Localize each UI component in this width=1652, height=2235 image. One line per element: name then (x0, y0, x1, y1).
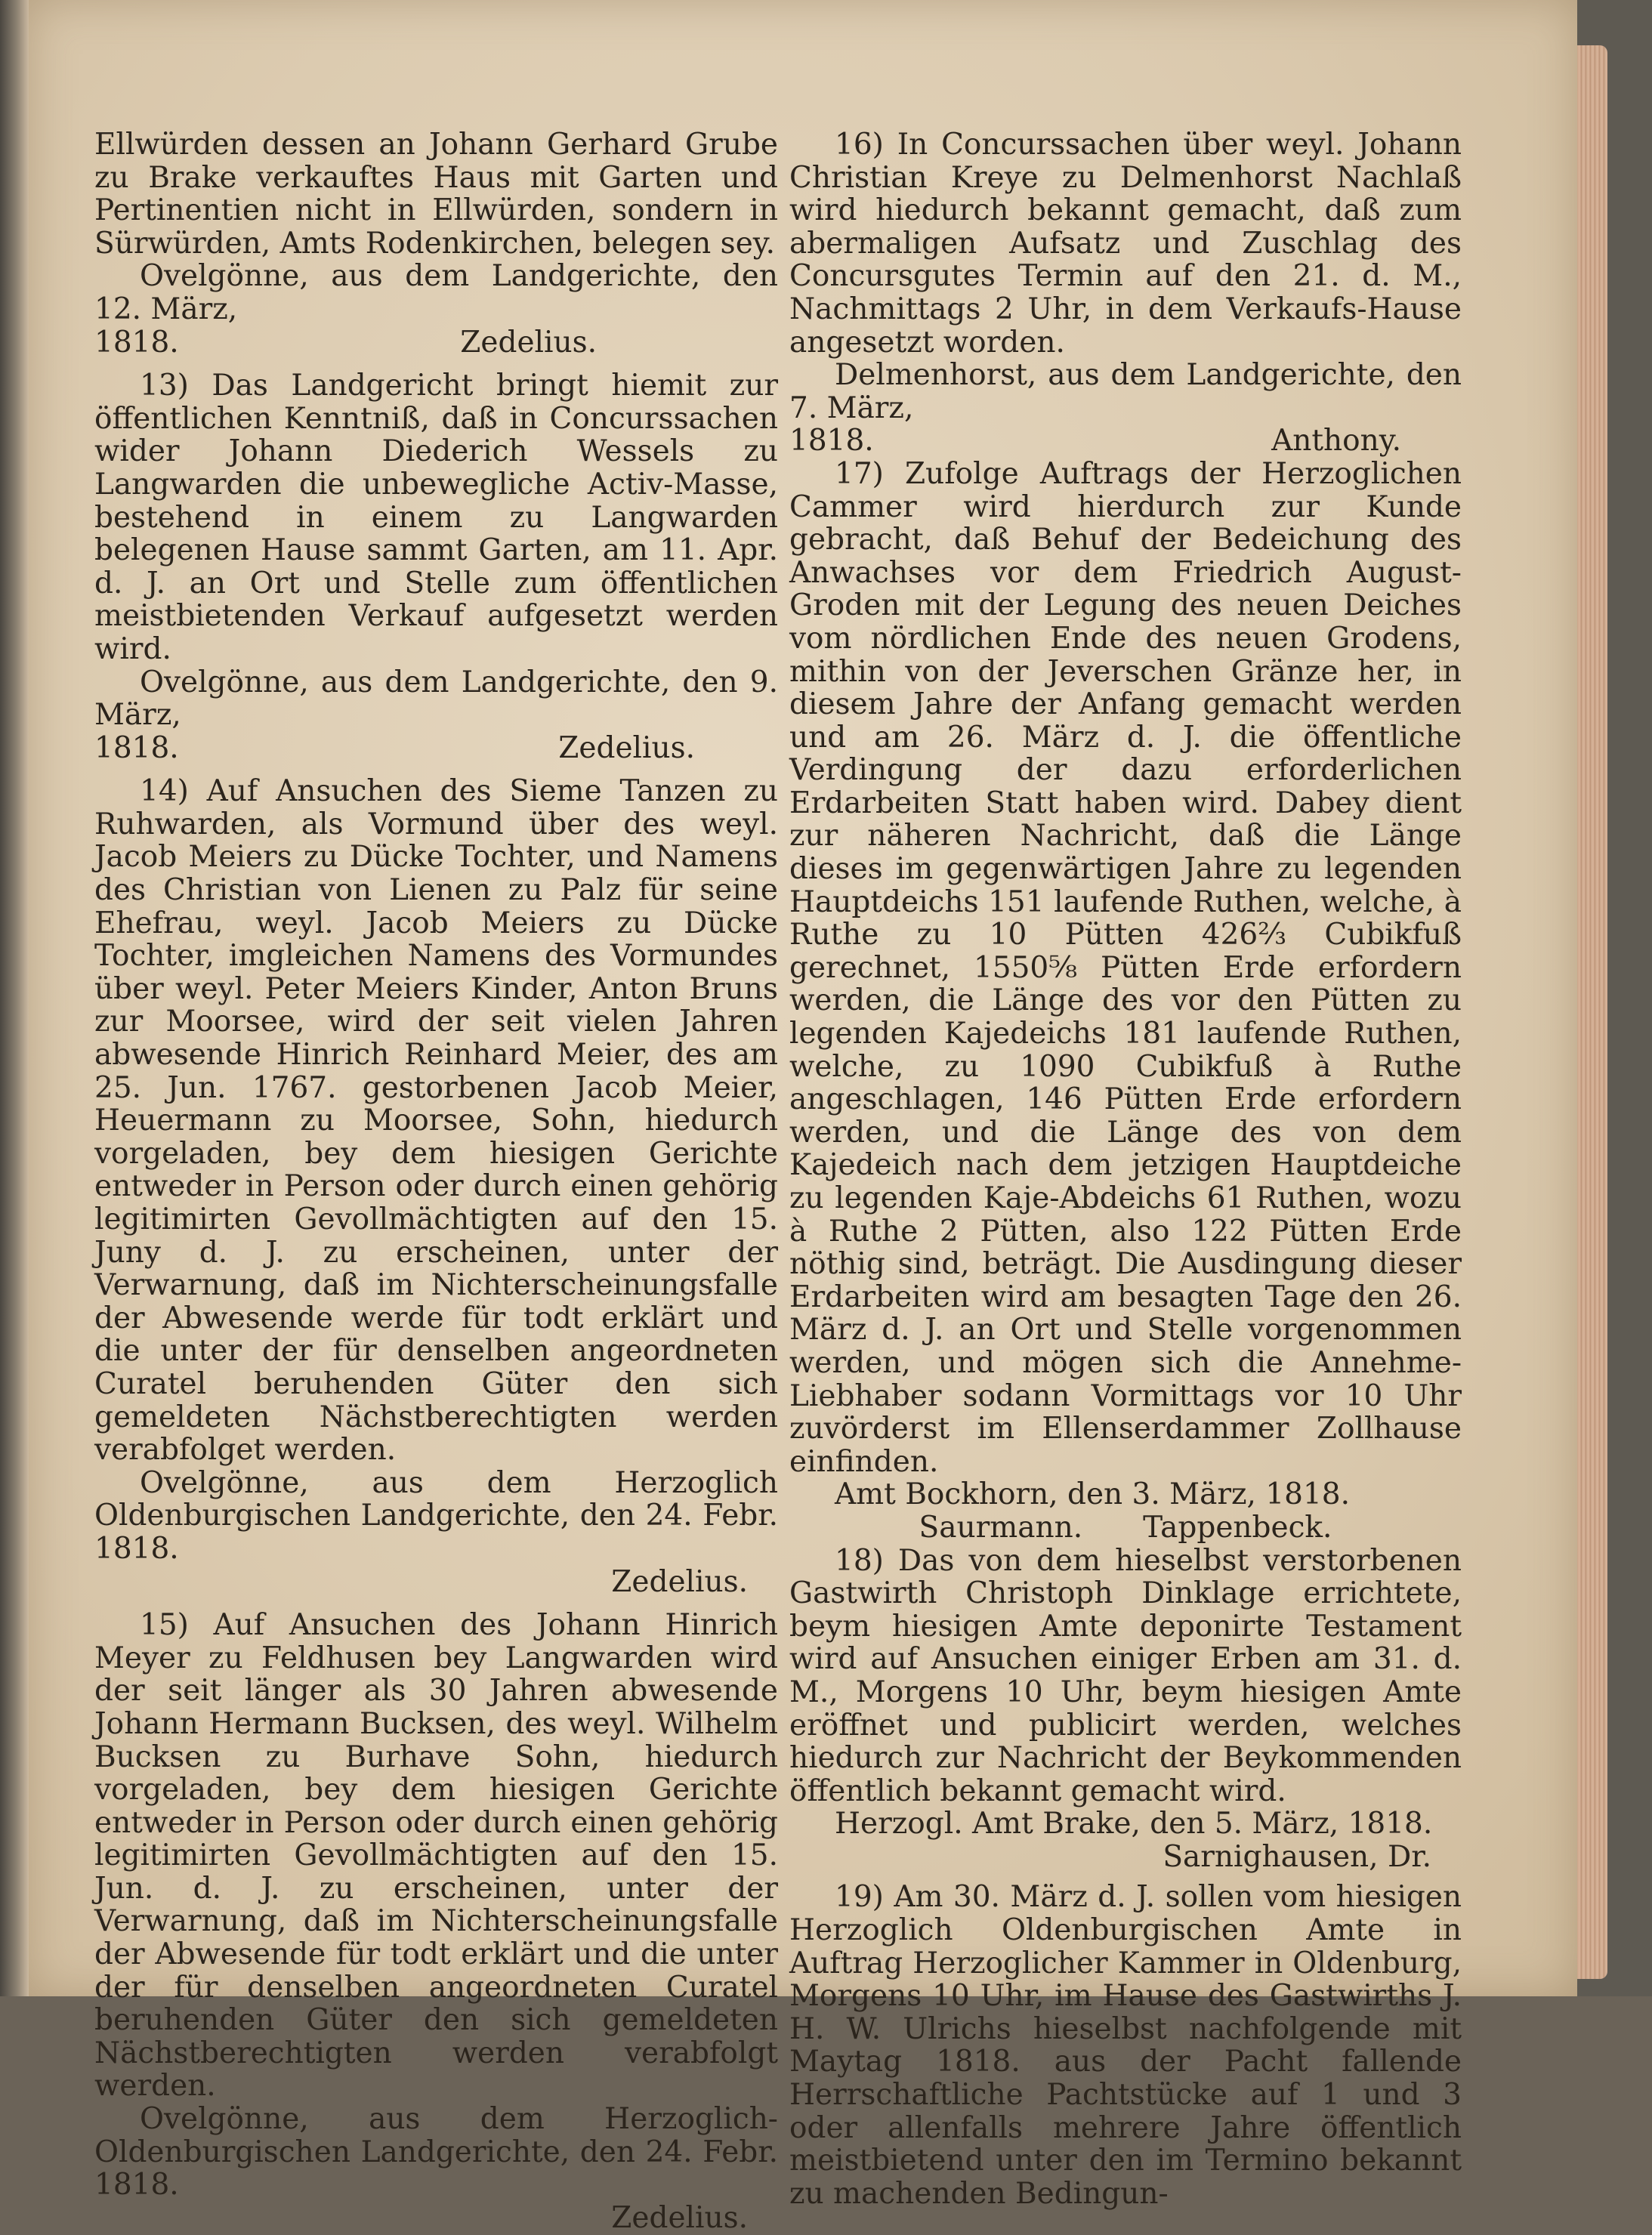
notice-16-text: 16) In Concurssachen über weyl. Johann Christian Kreye zu Delmenhorst Nachlaß wird hiedurch bekannt gemacht, daß zum abermaligen Aufsatz und Zuschlag des Concursgutes Termin auf den 21. d. M., Nachmittags 2 Uhr, in dem Verkaufs-Hause angesetzt worden. (789, 128, 1462, 360)
notice-18-signature (789, 1841, 1462, 1874)
notice-19-text: 19) Am 30. März d. J. sollen vom hiesigen Herzoglich Oldenburgischen Amte in Auftrag Herzoglicher Kammer in Oldenburg, Morgens 10 Uhr, im Hause des Gastwirths J. H. W. Ulrichs hieselbst nachfolgende mit Maytag 1818. aus der Pacht fallende Herrschaftliche Pachtstücke auf 1 und 3 oder allenfalls mehrere Jahre öffentlich meistbietend unter den im Termino bekannt zu machenden Bedingun- (789, 1880, 1462, 2211)
notice-13-text: 13) Das Landgericht bringt hiemit zur öffentlichen Kenntniß, daß in Concurssachen wider Johann Diederich Wessels zu Langwarden die unbewegliche Activ-Masse, bestehend in einem zu Langwarden belegenen Hause sammt Garten, am 11. Apr. d. J. an Ort und Stelle zum öffentlichen meistbietenden Verkauf aufgesetzt werden wird. (94, 369, 778, 666)
notice-14-place: Ovelgönne, aus dem Herzoglich Oldenburgischen Landgerichte, den 24. Febr. 1818. (94, 1465, 778, 1566)
notice-16-signature (789, 424, 1462, 458)
notice-15-place: Ovelgönne, aus dem Herzoglich-Oldenburgischen Landgerichte, den 24. Febr. 1818. (94, 2102, 778, 2203)
notice-15-signature (94, 2202, 778, 2235)
notice-16-year: 1818. (789, 424, 874, 458)
page-stack-edge (1577, 45, 1607, 1979)
previous-page-edge (0, 0, 29, 1996)
notice-15-text: 15) Auf Ansuchen des Johann Hinrich Meyer zu Feldhusen bey Langwarden wird der seit länger als 30 Jahren abwesende Johann Hermann Bucksen, des weyl. Wilhelm Bucksen zu Burhave Sohn, hiedurch vorgeladen, bey dem hiesigen Gerichte entweder in Person oder durch einen gehörig legitimirten Gevollmächtigten auf den 15. Jun. d. J. zu erscheinen, unter der Verwarnung, daß im Nichterscheinungsfalle der Abwesende für todt erklärt und die unter der für denselben angeordneten Curatel beruhenden Güter den sich gemeldeten Nächstberechtigten werden verabfolgt werden. (94, 1608, 778, 2104)
notice-13-year: 1818. (94, 730, 179, 765)
notice-17-signature (789, 1511, 1462, 1545)
notice-15-signer: Zedelius. (611, 2200, 748, 2235)
notice-14-signature (94, 1566, 778, 1599)
notice-13-signer: Zedelius. (558, 730, 695, 765)
notice-16-signer: Anthony. (1271, 424, 1401, 458)
notice-17-signer-1: Saurmann. (919, 1510, 1083, 1545)
notice-13-signature (94, 732, 778, 765)
right-column (789, 128, 1462, 2210)
notice-17-text: 17) Zufolge Auftrags der Herzoglichen Cammer wird hierdurch zur Kunde gebracht, daß Behuf der Bedeichung des Anwachses vor dem Friedrich August-Groden mit der Legung des neuen Deiches vom nördlichen Ende des neuen Grodens, mithin von der Jeverschen Gränze her, in diesem Jahre der Anfang gemacht werden und am 26. März d. J. die öffentliche Verdingung der dazu erforderlichen Erdarbeiten Statt haben wird. Dabey dient zur näheren Nachricht, daß die Länge dieses im gegenwärtigen Jahre zu legenden Hauptdeichs 151 laufende Ruthen, welche, à Ruthe zu 10 Pütten 426⅔ Cubikfuß gerechnet, 1550⅝ Pütten Erde erfordern werden, die Länge des vor den Pütten zu legenden Kajedeichs 181 laufende Ruthen, welche, zu 1090 Cubikfuß à Ruthe angeschlagen, 146 Pütten Erde erfordern werden, und die Länge des von dem Kajedeich nach dem jetzigen Hauptdeiche zu legenden Kaje-Abdeichs 61 Ruthen, wozu à Ruthe 2 Pütten, also 122 Pütten Erde nöthig sind, beträgt. Die Ausdingung dieser Erdarbeiten wird am besagten Tage den 26. März d. J. an Ort und Stelle vorgenommen werden, und mögen sich die Annehme-Liebhaber sodann Vormittags vor 10 Uhr zuvörderst im Ellenserdammer Zollhause einfinden. (789, 456, 1462, 1479)
continued-notice-year: 1818. (94, 325, 179, 360)
continued-notice-signature (94, 326, 778, 360)
continued-notice-signer: Zedelius. (460, 325, 597, 360)
left-column (94, 128, 778, 2234)
notice-18-signer: Sarnighausen, Dr. (1163, 1839, 1431, 1874)
notice-18-place: Herzogl. Amt Brake, den 5. März, 1818. (835, 1807, 1433, 1841)
continued-notice-text: Ellwürden dessen an Johann Gerhard Grube zu Brake verkauftes Haus mit Garten und Pertinentien nicht in Ellwürden, sondern in Sürwürden, Amts Rodenkirchen, belegen sey. (94, 128, 778, 261)
continued-notice-place: Ovelgönne, aus dem Landgerichte, den 12. März, (94, 259, 778, 326)
notice-14-signer: Zedelius. (611, 1564, 748, 1599)
notice-17-place: Amt Bockhorn, den 3. März, 1818. (835, 1477, 1350, 1512)
notice-17-signer-2: Tappenbeck. (1143, 1510, 1332, 1545)
notice-18-text: 18) Das von dem hieselbst verstorbenen Gastwirth Christoph Dinklage errichtete, beym hiesigen Amte deponirte Testament wird auf Ansuchen einiger Erben am 31. d. M., Morgens 10 Uhr, beym hiesigen Amte eröffnet und publicirt werden, welches hiedurch zur Nachricht der Beykommenden öffentlich bekannt gemacht wird. (789, 1543, 1462, 1808)
notice-14-text: 14) Auf Ansuchen des Sieme Tanzen zu Ruhwarden, als Vormund über des weyl. Jacob Meiers zu Dücke Tochter, und Namens des Christian von Lienen zu Palz für seine Ehefrau, weyl. Jacob Meiers zu Dücke Tochter, imgleichen Namens des Vormundes über weyl. Peter Meiers Kinder, Anton Bruns zur Moorsee, wird der seit vielen Jahren abwesende Hinrich Reinhard Meier, des am 25. Jun. 1767. gestorbenen Jacob Meier, Heuermann zu Moorsee, Sohn, hiedurch vorgeladen, bey dem hiesigen Gerichte entweder in Person oder durch einen gehörig legitimirten Gevollmächtigten auf den 15. Juny d. J. zu erscheinen, unter der Verwarnung, daß im Nichterscheinungsfalle der Abwesende werde für todt erklärt und die unter der für denselben angeordneten Curatel beruhenden Güter den sich gemeldeten Nächstberechtigten werden verabfolget werden. (94, 774, 778, 1468)
notice-16-place: Delmenhorst, aus dem Landgerichte, den 7. März, (789, 358, 1462, 425)
notice-13-place: Ovelgönne, aus dem Landgerichte, den 9. März, (94, 665, 778, 733)
